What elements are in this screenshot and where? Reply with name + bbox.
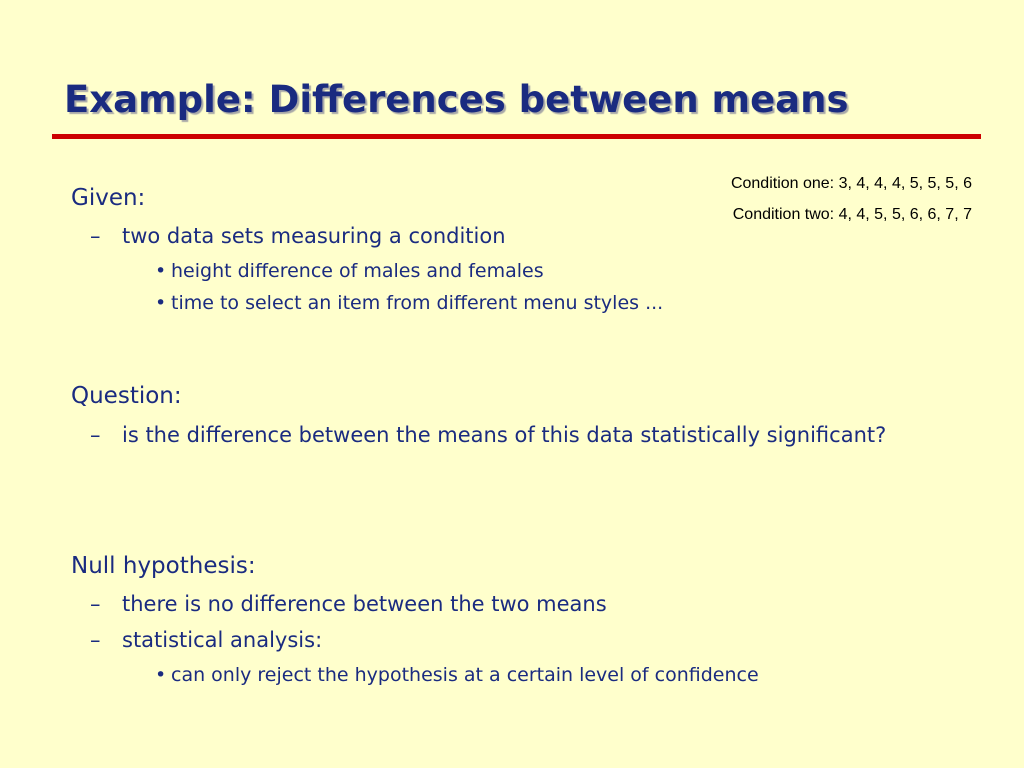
given-subpoint-2 bbox=[155, 290, 663, 316]
null-point-2-text: statistical analysis: bbox=[122, 628, 323, 652]
heading-null-hypothesis: Null hypothesis: bbox=[71, 553, 256, 579]
given-subpoint-1-text: height difference of males and females bbox=[171, 260, 544, 282]
heading-given: Given: bbox=[71, 185, 146, 211]
question-point-1-text: is the difference between the means of this data statistically significant? bbox=[122, 423, 887, 447]
bullet-marker: • bbox=[155, 664, 167, 686]
heading-question: Question: bbox=[71, 383, 182, 409]
bullet-marker: • bbox=[155, 292, 167, 314]
given-point-1 bbox=[90, 222, 506, 251]
condition-one-text: Condition one: 3, 4, 4, 4, 5, 5, 5, 6 bbox=[730, 175, 972, 192]
dash-marker: – bbox=[90, 628, 101, 652]
given-subpoint-1 bbox=[155, 258, 544, 284]
null-point-1 bbox=[90, 590, 607, 619]
condition-two-text: Condition two: 4, 4, 5, 5, 6, 6, 7, 7 bbox=[732, 206, 972, 223]
slide-title: Example: Differences between means bbox=[64, 78, 849, 121]
given-subpoint-2-text: time to select an item from different menu styles ... bbox=[171, 292, 664, 314]
null-subpoint-1 bbox=[155, 662, 759, 688]
null-subpoint-1-text: can only reject the hypothesis at a certain level of confidence bbox=[171, 664, 759, 686]
question-point-1 bbox=[90, 421, 912, 450]
bullet-marker: • bbox=[155, 260, 167, 282]
null-point-1-text: there is no difference between the two means bbox=[122, 592, 607, 616]
title-divider bbox=[52, 134, 981, 139]
null-point-2 bbox=[90, 626, 322, 655]
dash-marker: – bbox=[90, 224, 101, 248]
dash-marker: – bbox=[90, 423, 101, 447]
condition-data-box bbox=[731, 173, 972, 235]
given-point-1-text: two data sets measuring a condition bbox=[122, 224, 506, 248]
dash-marker: – bbox=[90, 592, 101, 616]
